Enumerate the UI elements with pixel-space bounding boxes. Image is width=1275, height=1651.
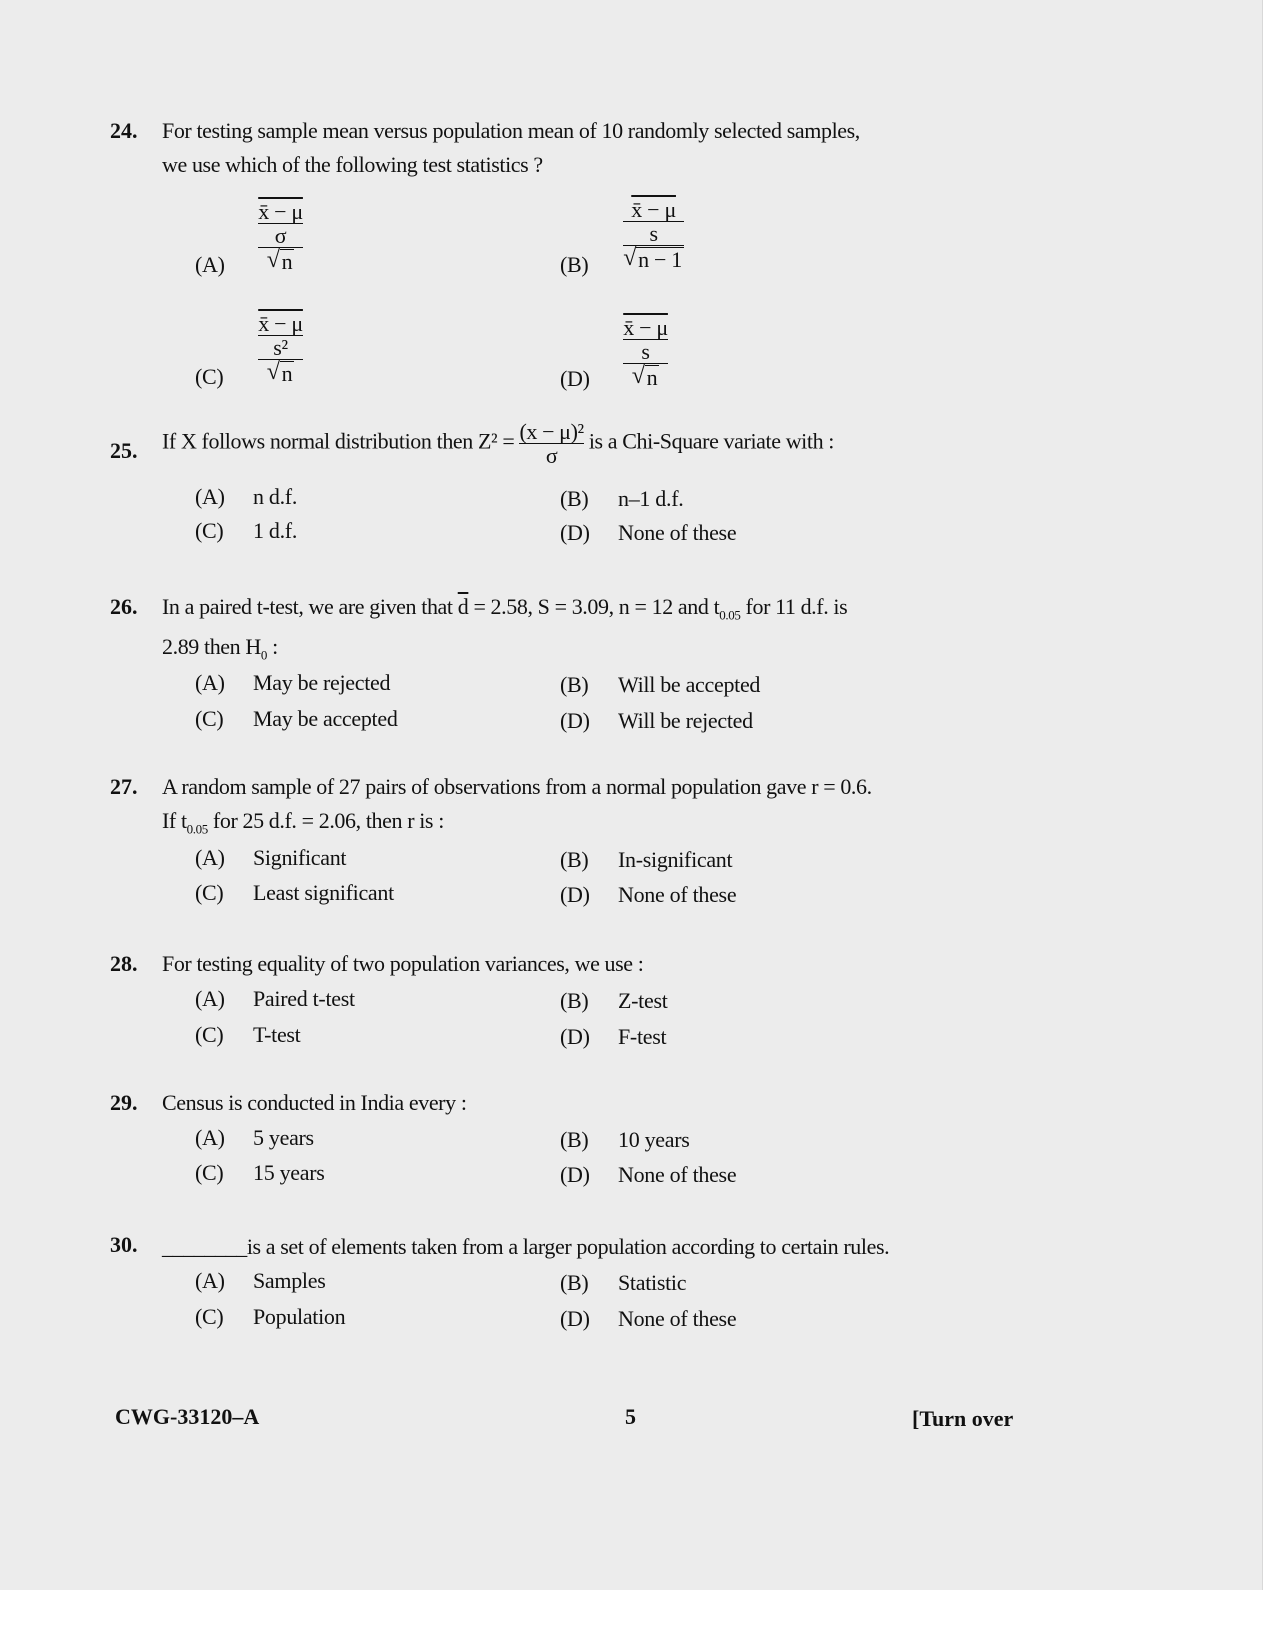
option-d: (D) None of these — [560, 882, 737, 907]
option-b: (B) 10 years — [560, 1127, 690, 1152]
option-a: (A) Significant — [195, 845, 347, 870]
question-stem: For testing sample mean versus population mean of 10 randomly selected samples, — [162, 118, 860, 143]
question-stem: Census is conducted in India every : — [162, 1090, 467, 1115]
option-b: (B) Will be accepted — [560, 672, 761, 697]
page-number: 5 — [625, 1404, 636, 1429]
option-d: (D) F-test — [560, 1024, 667, 1049]
question-stem-cont: 2.89 then $H_0$ : — [162, 634, 278, 663]
question-number: 24. — [110, 118, 138, 143]
formula-b: x̄ − μ s √ n − 1 — [623, 197, 682, 273]
option-a: (A) May be rejected — [195, 670, 391, 695]
option-b: (B) Z-test — [560, 988, 668, 1013]
option-b: (B) x̄ − μ s √ n − 1 — [560, 197, 682, 277]
option-d: (D) None of these — [560, 1306, 737, 1331]
option-c: (C) 1 d.f. — [195, 518, 298, 543]
option-c: (C) Least significant — [195, 880, 394, 905]
option-d: (D) None of these — [560, 1162, 737, 1187]
option-c: (C) May be accepted — [195, 706, 398, 731]
formula-a: x̄ − μ σ √ n — [258, 199, 303, 275]
option-a: (A) Samples — [195, 1268, 326, 1293]
formula-c: x̄ − μ s² √ n — [258, 311, 303, 387]
question-stem-cont: If $t_{0.05}$ for 25 d.f. = 2.06, then r is : — [162, 808, 444, 837]
question-number: 30. — [110, 1232, 138, 1257]
option-a: (A) 5 years — [195, 1125, 314, 1150]
paper-code: CWG-33120–A — [115, 1404, 260, 1429]
question-number: 29. — [110, 1090, 138, 1115]
question-number: 28. — [110, 951, 138, 976]
option-d: (D) x̄ − μ s √ n — [560, 315, 668, 391]
question-number: 26. — [110, 594, 138, 619]
question-stem-cont: we use which of the following test statistics ? — [162, 152, 543, 177]
option-c: (C) x̄ − μ s² √ n — [195, 311, 303, 389]
option-a: (A) Paired t-test — [195, 986, 355, 1011]
option-b: (B) In-significant — [560, 847, 733, 872]
option-b: (B) n–1 d.f. — [560, 486, 684, 511]
question-stem: For testing equality of two population variances, we use : — [162, 951, 644, 976]
option-d: (D) Will be rejected — [560, 708, 753, 733]
turn-over-note: [Turn over — [912, 1406, 1014, 1431]
option-c: (C) Population — [195, 1304, 346, 1329]
question-stem: A random sample of 27 pairs of observations from a normal population gave r = 0.6. — [162, 774, 872, 799]
formula: $\frac{\text{(x − μ)²}}{\sigma}$ — [519, 419, 584, 469]
question-stem: In a paired t-test, we are given that $\overline{d} = 2.58$, S = 3.09, n = 12 and $t_{0.05}$ for 11 d.f. is — [162, 594, 848, 623]
option-c: (C) 15 years — [195, 1160, 325, 1185]
question-number: 25. — [110, 438, 138, 463]
formula-d: x̄ − μ s √ n — [623, 315, 668, 391]
question-number: 27. — [110, 774, 138, 799]
question-stem: ________is a set of elements taken from a larger population according to certain rules. — [162, 1234, 890, 1259]
option-a: (A) n d.f. — [195, 484, 298, 509]
option-a: (A) x̄ − μ σ √ n — [195, 199, 303, 277]
option-c: (C) T-test — [195, 1022, 301, 1047]
option-d: (D) None of these — [560, 520, 737, 545]
question-stem: If X follows normal distribution then Z² = $\frac{\text{(x − μ)²}}{\sigma}$ is a Chi-Square variate with : — [162, 419, 835, 469]
option-b: (B) Statistic — [560, 1270, 687, 1295]
answer-blank: ________ — [162, 1234, 247, 1259]
